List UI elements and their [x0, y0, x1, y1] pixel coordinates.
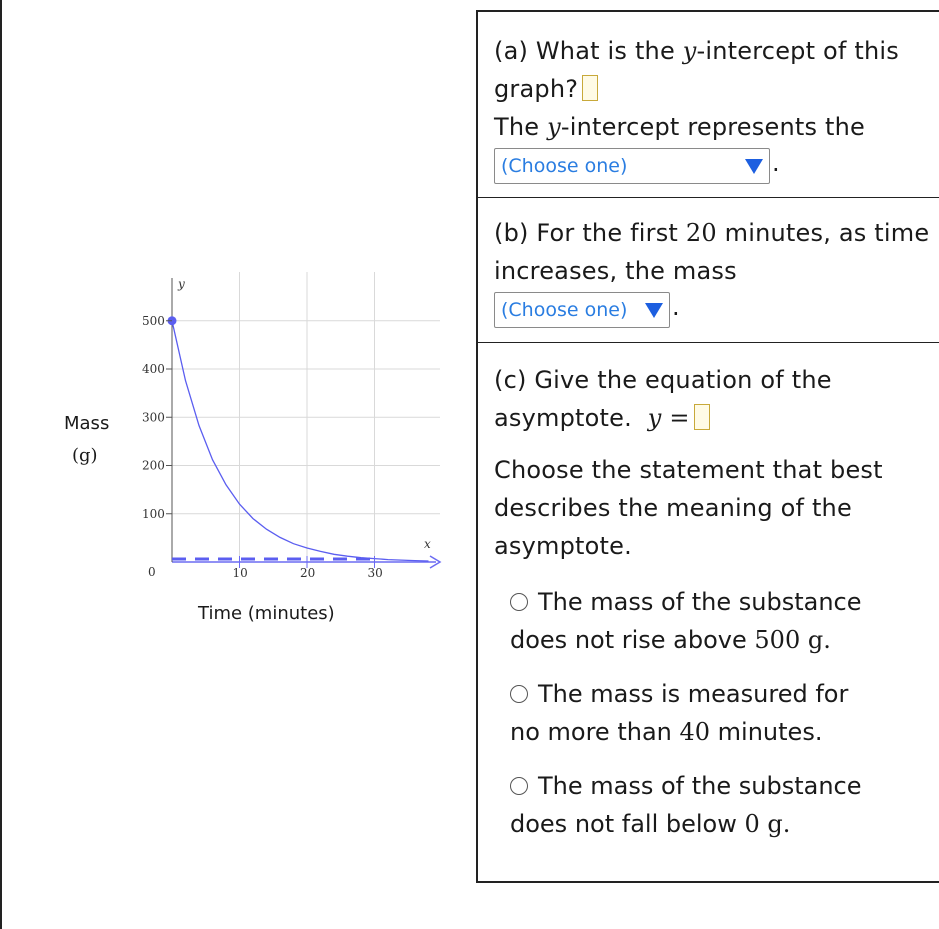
option-1-num: 500 [754, 626, 801, 654]
y-label-mass: Mass [64, 413, 110, 434]
asymptote-options [494, 583, 939, 843]
intercept-select-label: (Choose one) [501, 155, 628, 177]
option-2-radio[interactable] [510, 685, 528, 703]
part-a-question [494, 32, 939, 108]
y-tick-label: 400 [142, 362, 165, 376]
asymptote-eq-label: y = [647, 404, 690, 432]
option-1-unit: g. [800, 626, 831, 654]
part-b-num: 20 [685, 219, 717, 247]
x-tick-label: 10 [232, 566, 248, 580]
part-b-question [494, 214, 939, 290]
option-3-line2 [510, 805, 939, 843]
x-axis-letter: x [424, 537, 431, 551]
part-b-period: . [672, 292, 680, 321]
option-3-radio[interactable] [510, 777, 528, 795]
part-c-instruction: Choose the statement that best describes the meaning of the asymptote. [494, 456, 883, 560]
y-tick-label: 300 [142, 410, 165, 425]
option-1-line1: The mass of the substance [538, 588, 862, 616]
x-label: Time (minutes) [198, 603, 335, 624]
y-intercept-answer-input[interactable] [582, 75, 598, 101]
option-3-text: does not fall below [510, 810, 745, 838]
part-a-text-1: (a) What is the [494, 37, 683, 65]
decay-graph [0, 260, 470, 630]
option-3[interactable] [494, 767, 939, 843]
option-3-unit: g. [759, 810, 791, 838]
option-1-text: does not rise above [510, 626, 755, 654]
part-a-period: . [772, 148, 780, 177]
part-a-var: y [682, 37, 697, 65]
question-panel [476, 10, 939, 883]
intercept-meaning-select[interactable] [494, 148, 770, 184]
option-2-unit: minutes. [710, 718, 823, 746]
option-2-line1: The mass is measured for [538, 680, 849, 708]
mass-trend-select[interactable] [494, 292, 670, 328]
decay-curve [172, 321, 429, 561]
part-b-text-1: (b) For the first [494, 219, 686, 247]
y-tick-label: 200 [142, 458, 165, 473]
option-1-radio[interactable] [510, 593, 528, 611]
option-2-line2 [510, 713, 939, 751]
part-a-line2 [494, 108, 939, 146]
chevron-down-icon [745, 159, 763, 174]
grid-lines [172, 272, 440, 562]
part-b-text-2: minutes, as time increases, the mass [494, 219, 930, 285]
part-c-text: (c) Give the equation of the asymptote. [494, 366, 832, 432]
part-a-line2-var: y [547, 113, 561, 141]
option-2-text: no more than [510, 718, 680, 746]
option-3-num: 0 [744, 810, 760, 838]
trend-select-label: (Choose one) [501, 299, 628, 321]
chevron-down-icon [645, 303, 663, 318]
asymptote-answer-input[interactable] [694, 404, 710, 430]
part-a-select-row [494, 148, 939, 184]
part-b-select-row [494, 292, 939, 328]
y-axis-letter: y [178, 277, 185, 291]
part-a-line2-text-1: The [494, 113, 548, 141]
part-a-text-2: -intercept of this graph? [494, 37, 899, 103]
option-1-line2 [510, 621, 939, 659]
y-tick-label: 500 [142, 313, 165, 328]
part-c-section [478, 343, 939, 883]
x-tick-label: 20 [300, 566, 316, 580]
option-2[interactable] [494, 675, 939, 751]
option-2-num: 40 [679, 718, 711, 746]
option-1[interactable] [494, 583, 939, 659]
part-a-line2-text-2: -intercept represents the [560, 113, 865, 141]
y-tick-labels [142, 314, 172, 521]
part-b-section [478, 198, 939, 343]
y-label-unit: (g) [72, 445, 98, 466]
y-tick-label: 100 [142, 506, 165, 521]
origin-label: 0 [148, 565, 156, 579]
option-3-line1: The mass of the substance [538, 772, 862, 800]
x-tick-label: 30 [367, 566, 383, 580]
part-c-question [494, 361, 924, 437]
part-a-section [478, 12, 939, 198]
